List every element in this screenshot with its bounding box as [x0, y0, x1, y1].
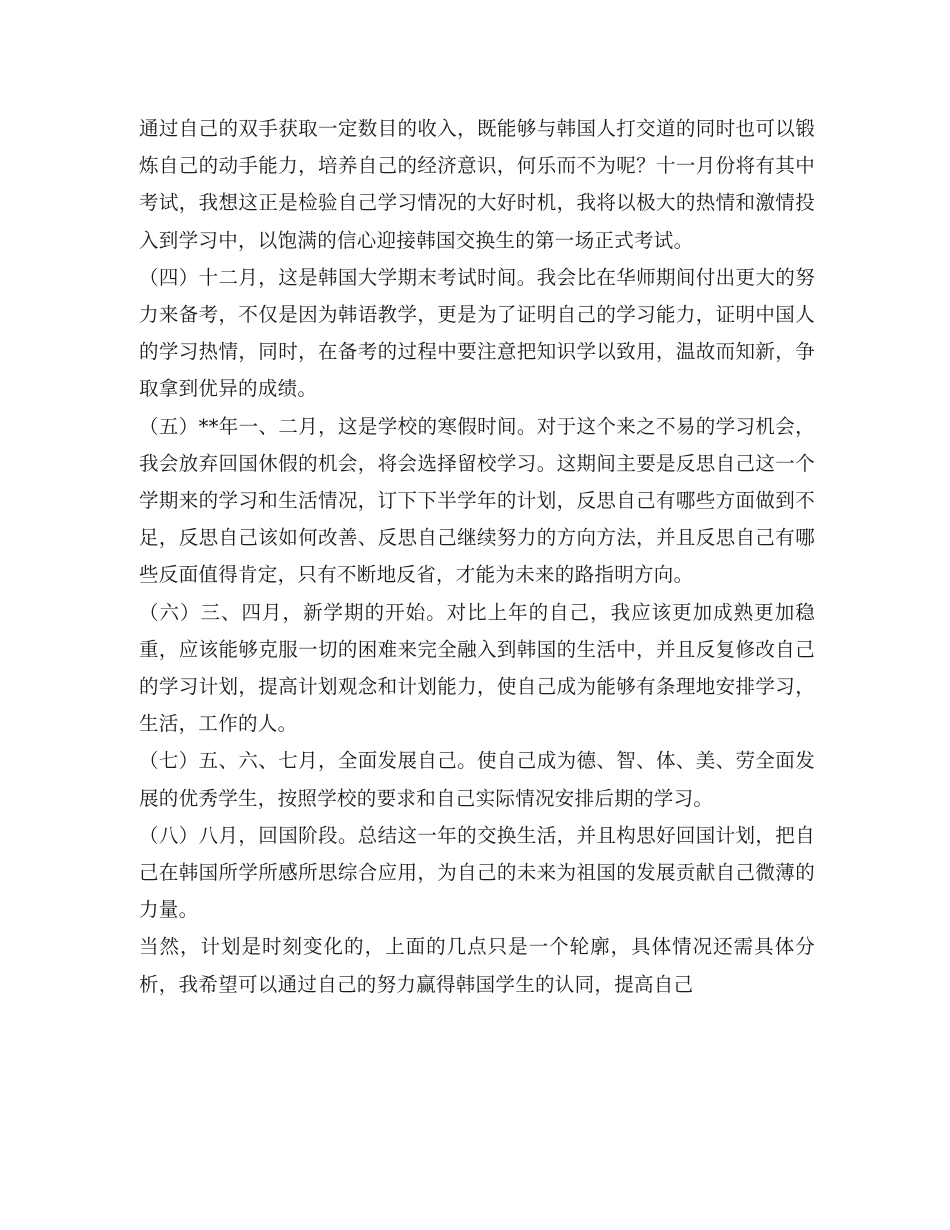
paragraph-conclusion: 当然，计划是时刻变化的，上面的几点只是一个轮廓，具体情况还需具体分析，我希望可以通过自己的努力赢得韩国学生的认同，提高自己: [139, 935, 815, 996]
paragraph-winter-break: （五）**年一、二月，这是学校的寒假时间。对于这个来之不易的学习机会，我会放弃回国休假的机会，将会选择留校学习。这期间主要是反思自己这一个学期来的学习和生活情况，订下下半学年的计划，反思自己有哪些方面做到不足，反思自己该如何改善、反思自己继续努力的方向方法，并且反思自己有哪些反面值得肯定，只有不断地反省，才能为未来的路指明方向。: [139, 414, 815, 587]
paragraph-return-home: （八）八月，回国阶段。总结这一年的交换生活，并且构思好回国计划，把自己在韩国所学所感所思综合应用，为自己的未来为祖国的发展贡献自己微薄的力量。: [139, 823, 815, 922]
paragraph-new-semester: （六）三、四月，新学期的开始。对比上年的自己，我应该更加成熟更加稳重，应该能够克服一切的困难来完全融入到韩国的生活中，并且反复修改自己的学习计划，提高计划观念和计划能力，使自己成为能够有条理地安排学习，生活，工作的人。: [139, 600, 815, 736]
paragraph-income-and-midterm: 通过自己的双手获取一定数目的收入，既能够与韩国人打交道的同时也可以锻炼自己的动手能力，培养自己的经济意识，何乐而不为呢？十一月份将有其中考试，我想这正是检验自己学习情况的大好时机，我将以极大的热情和激情投入到学习中，以饱满的信心迎接韩国交换生的第一场正式考试。: [139, 117, 815, 252]
document-body: [139, 110, 815, 1003]
paragraph-december-finals: （四）十二月，这是韩国大学期末考试时间。我会比在华师期间付出更大的努力来备考，不仅是因为韩语教学，更是为了证明自己的学习能力，证明中国人的学习热情，同时，在备考的过程中要注意把知识学以致用，温故而知新，争取拿到优异的成绩。: [139, 265, 815, 401]
paragraph-all-round-development: （七）五、六、七月，全面发展自己。使自己成为德、智、体、美、劳全面发展的优秀学生，按照学校的要求和自己实际情况安排后期的学习。: [139, 749, 815, 810]
